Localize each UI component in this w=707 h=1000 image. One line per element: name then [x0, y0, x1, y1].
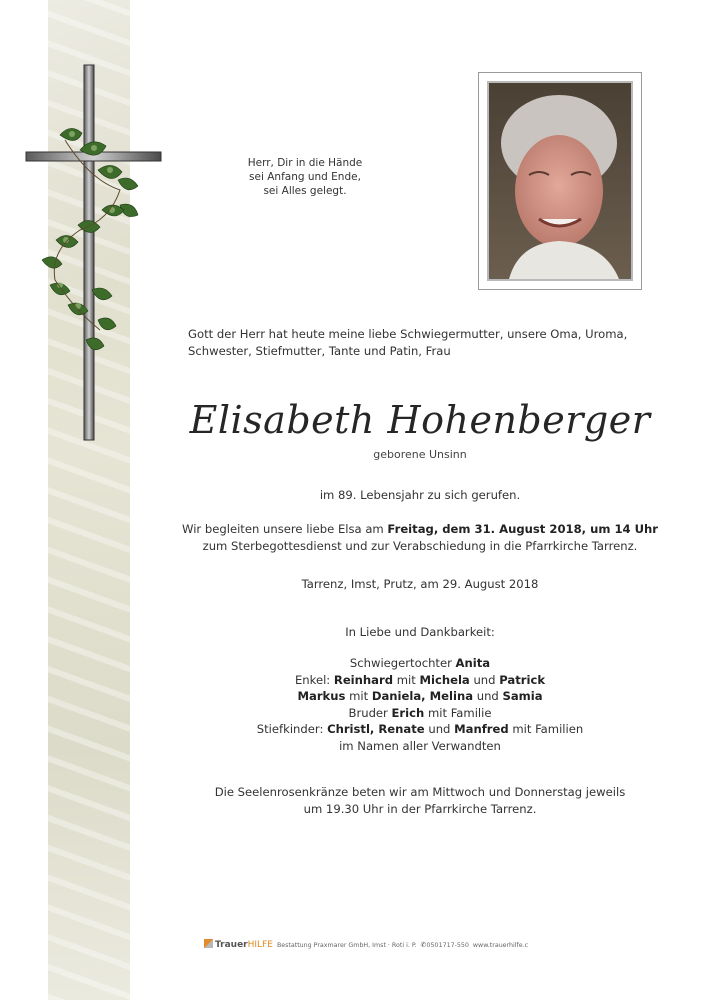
mourner-text: mit Familien [508, 722, 584, 736]
mourner-name: Anita [455, 656, 491, 670]
mourner-name: Michela [419, 672, 470, 687]
mourners-list [170, 655, 670, 754]
deceased-name: Elisabeth Hohenberger [189, 398, 651, 442]
quote-line: sei Anfang und Ende, [249, 171, 361, 183]
rosary-info [170, 784, 670, 817]
mourner-row: im Namen aller Verwandten [339, 738, 501, 753]
trauerhilfe-logo-icon [204, 939, 213, 948]
rosary-line: Die Seelenrosenkränze beten wir am Mittwoch und Donnerstag jeweils [214, 785, 626, 799]
phone-icon: ✆ [420, 941, 427, 949]
mourner-text: Enkel: [294, 672, 334, 687]
bible-quote [230, 156, 380, 198]
mourners-heading-block [170, 624, 670, 641]
portrait-photo [487, 81, 633, 281]
mourner-text: Schwiegertochter [349, 656, 456, 670]
footer [204, 938, 529, 952]
mourner-name: Daniela, Melina [371, 689, 474, 703]
mourner-row [170, 655, 670, 672]
mourner-name: Markus [297, 689, 346, 703]
mourner-name: Samia [502, 689, 543, 703]
place-date: Tarrenz, Imst, Prutz, am 29. August 2018 [301, 577, 539, 591]
mourner-name: Erich [391, 705, 425, 720]
mourner-name: Christl, Renate [327, 722, 425, 736]
age-line-block [170, 487, 670, 504]
mourner-row [170, 705, 670, 722]
mourner-name: Patrick [499, 672, 546, 687]
mourner-text: mit Familie [424, 705, 492, 720]
age-line: im 89. Lebensjahr zu sich gerufen. [319, 488, 521, 502]
intro-text: Gott der Herr hat heute meine liebe Schwiegermutter, unsere Oma, Uroma, Schwester, Stiefmutter, Tante und Patin, Frau [188, 327, 628, 358]
birth-name: geborene Unsinn [373, 448, 467, 461]
ceremony-line-2: zum Sterbegottesdienst und zur Verabschiedung in die Pfarrkirche Tarrenz. [202, 538, 638, 553]
mourner-text: mit [393, 672, 420, 687]
mourners-heading: In Liebe und Dankbarkeit: [345, 625, 495, 639]
mourner-row [170, 721, 670, 738]
mourner-name: Reinhard [333, 672, 394, 687]
footer-company: Bestattung Praxmarer GmbH, Imst · Roti i. P. [276, 942, 417, 949]
cross-with-ivy-icon [20, 60, 170, 450]
ceremony-info [170, 521, 670, 554]
mourner-text: mit [345, 689, 372, 703]
ceremony-text: Wir begleiten unsere liebe Elsa am [181, 522, 388, 536]
mourner-text: Stiefkinder: [256, 722, 328, 736]
place-date-block [170, 576, 670, 593]
mourner-name: Manfred [454, 722, 509, 736]
footer-phone: 0501717-550 [426, 942, 469, 949]
ceremony-line-1 [170, 521, 670, 538]
mourner-row [170, 672, 670, 689]
mourner-text: und [424, 722, 455, 736]
brand-name-part2: HILFE [247, 940, 273, 950]
footer-website[interactable]: www.trauerhilfe.c [472, 942, 529, 949]
brand-name-part1: Trauer [215, 940, 248, 950]
mourner-text: und [469, 672, 500, 687]
rosary-line: um 19.30 Uhr in der Pfarrkirche Tarrenz. [303, 801, 537, 816]
ceremony-date: Freitag, dem 31. August 2018, um 14 Uhr [387, 522, 659, 536]
mourner-row [170, 688, 670, 705]
mourner-text: Bruder [348, 705, 392, 720]
quote-line: sei Alles gelegt. [263, 185, 347, 197]
mourner-text: und [473, 689, 503, 703]
portrait-frame [478, 72, 642, 290]
quote-line: Herr, Dir in die Hände [247, 157, 363, 169]
portrait-image [489, 83, 631, 279]
